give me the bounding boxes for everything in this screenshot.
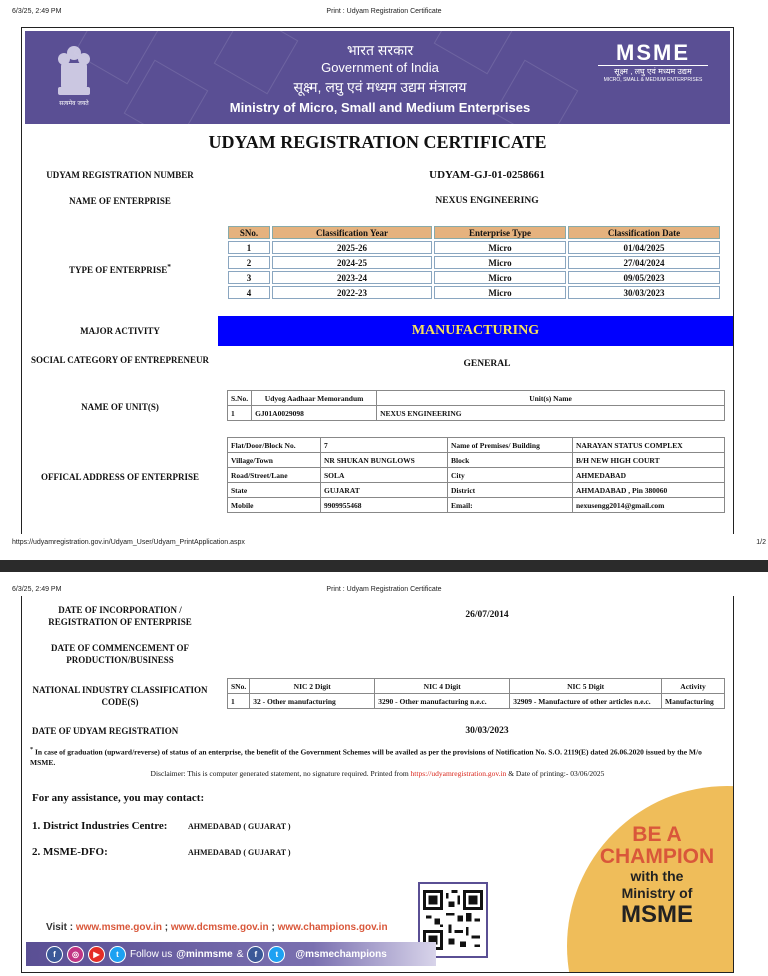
table-row: Road/Street/Lane SOLA City AHMEDABAD <box>228 468 725 483</box>
table-row: Village/Town NR SHUKAN BUNGLOWS Block B/H NEW HIGH COURT <box>228 453 725 468</box>
udyam-link[interactable]: https://udyamregistration.gov.in <box>410 769 507 778</box>
page-separator <box>0 560 768 572</box>
udyam-date-label: DATE OF UDYAM REGISTRATION <box>32 726 179 736</box>
reg-number-value: UDYAM-GJ-01-0258661 <box>429 169 545 181</box>
government-title: Government of India <box>321 60 439 75</box>
incorporation-date: 26/07/2014 <box>465 610 509 620</box>
follow-bar: f ◎ ▶ t Follow us @minmsme & f t @msmechampions <box>26 942 436 966</box>
address-label: OFFICAL ADDRESS OF ENTERPRISE <box>41 472 199 482</box>
asterisk: * <box>167 262 171 271</box>
major-activity-label: MAJOR ACTIVITY <box>80 326 160 336</box>
print-page-number: 1/2 <box>756 539 766 546</box>
dic-value: AHMEDABAD ( GUJARAT ) <box>188 822 291 831</box>
dfo-label: 2. MSME-DFO: <box>32 846 108 858</box>
incorporation-label: DATE OF INCORPORATION / REGISTRATION OF ENTERPRISE <box>48 605 192 627</box>
graduation-note: * In case of graduation (upward/reverse) of status of an enterprise, the benefit of the Government Schemes will be availed as per the provisions of Notification No. S.O. 2119(E) dated 26.06.2020 issued by the M/o MSME. <box>30 746 702 767</box>
youtube-icon[interactable]: ▶ <box>88 946 105 963</box>
hindi-government-title: भारत सरकार <box>346 42 414 58</box>
certificate-title: UDYAM REGISTRATION CERTIFICATE <box>208 132 547 152</box>
table-row: Flat/Door/Block No. 7 Name of Premises/ Building NARAYAN STATUS COMPLEX <box>228 438 725 453</box>
msmechampions-handle: @msmechampions <box>295 948 387 960</box>
twitter-icon[interactable]: t <box>268 946 285 963</box>
twitter-icon[interactable]: t <box>109 946 126 963</box>
champions-promo <box>22 786 733 972</box>
certificate-frame <box>21 27 734 534</box>
champions-link[interactable]: www.champions.gov.in <box>277 922 388 933</box>
print-title: Print : Udyam Registration Certificate <box>326 8 442 15</box>
enterprise-name-label: NAME OF ENTERPRISE <box>69 196 171 206</box>
table-row: 4 2022-23 Micro 30/03/2023 <box>228 286 720 299</box>
msme-link[interactable]: www.msme.gov.in <box>75 922 162 933</box>
be-a-champion-text: BE A CHAMPION with the Ministry of MSME <box>599 823 715 928</box>
nic-label: NATIONAL INDUSTRY CLASSIFICATION CODE(S) <box>32 685 208 707</box>
table-row: 1 GJ01A0029098 NEXUS ENGINEERING <box>228 406 725 421</box>
table-row: 3 2023-24 Micro 09/05/2023 <box>228 271 720 284</box>
ministry-title: Ministry of Micro, Small and Medium Enterprises <box>229 100 531 115</box>
units-table: S.No. Udyog Aadhaar Memorandum Unit(s) Name 1 GJ01A0029098 NEXUS ENGINEERING <box>227 390 725 421</box>
svg-text:सत्यमेव जयते: सत्यमेव जयते <box>59 100 89 107</box>
enterprise-name-value: NEXUS ENGINEERING <box>435 196 539 206</box>
social-category-label: SOCIAL CATEGORY OF ENTREPRENEUR <box>30 355 210 365</box>
table-row: State GUJARAT District AHMADABAD , Pin 380060 <box>228 483 725 498</box>
table-row: Mobile 9909955468 Email: nexusengg2014@gmail.com <box>228 498 725 513</box>
email-link[interactable]: nexusengg2014@gmail.com <box>573 498 725 513</box>
dfo-value: AHMEDABAD ( GUJARAT ) <box>188 848 291 857</box>
national-emblem-icon <box>51 41 97 111</box>
table-row: 2 2024-25 Micro 27/04/2024 <box>228 256 720 269</box>
facebook-icon[interactable]: f <box>247 946 264 963</box>
print-url: https://udyamregistration.gov.in/Udyam_User/Udyam_PrintApplication.aspx <box>12 539 245 546</box>
print-page-2 <box>0 572 768 976</box>
ministry-banner <box>25 31 730 124</box>
dcmsme-link[interactable]: www.dcmsme.gov.in <box>170 922 269 933</box>
table-row: 1 32 - Other manufacturing 3290 - Other manufacturing n.e.c. 32909 - Manufacture of other articles n.e.c. Manufacturing <box>228 694 725 709</box>
print-datetime: 6/3/25, 2:49 PM <box>12 8 62 15</box>
reg-number-label: UDYAM REGISTRATION NUMBER <box>46 170 194 180</box>
address-table <box>227 437 725 513</box>
hindi-ministry-title: सूक्ष्म, लघु एवं मध्यम उद्यम मंत्रालय <box>293 79 467 95</box>
certificate-frame <box>21 596 734 973</box>
print-datetime: 6/3/25, 2:49 PM <box>12 586 62 593</box>
facebook-icon[interactable]: f <box>46 946 63 963</box>
udyam-date: 30/03/2023 <box>465 726 509 736</box>
assist-heading: For any assistance, you may contact: <box>32 792 205 804</box>
visit-links: Visit : www.msme.gov.in ; www.dcmsme.gov.in ; www.champions.gov.in <box>46 922 388 933</box>
social-category-value: GENERAL <box>463 359 511 369</box>
nic-table: SNo. NIC 2 Digit NIC 4 Digit NIC 5 Digit Activity 1 32 - Other manufacturing 3290 - Other manufacturing n.e.c. 32909 - Manufacture of other articles n.e.c. Manufacturing <box>227 678 725 709</box>
msme-logo: MSME सूक्ष्म , लघु एवं मध्यम उद्यम MICRO, SMALL & MEDIUM ENTERPRISES <box>598 41 708 84</box>
enterprise-type-label: TYPE OF ENTERPRISE* <box>69 262 171 275</box>
disclaimer: Disclaimer: This is computer generated statement, no signature required. Printed from https://udyamregistration.gov.in & Date of printing:- 03/06/2025 <box>150 769 605 778</box>
banner-titles <box>175 41 585 119</box>
enterprise-type-table: SNo. Classification Year Enterprise Type Classification Date 1 2025-26 Micro 01/04/2025 2 2024-25 Micro 27/04/2024 3 2023-24 Micro 09/05/2023 4 2022-23 Micro 30/03/2023 <box>226 224 722 301</box>
print-title: Print : Udyam Registration Certificate <box>326 586 442 593</box>
instagram-icon[interactable]: ◎ <box>67 946 84 963</box>
dic-label: 1. District Industries Centre: <box>32 820 168 832</box>
units-label: NAME OF UNIT(S) <box>81 402 159 412</box>
major-activity-value: MANUFACTURING <box>218 316 733 346</box>
table-row: 1 2025-26 Micro 01/04/2025 <box>228 241 720 254</box>
minmsme-handle: @minmsme <box>176 948 233 960</box>
commencement-label: DATE OF COMMENCEMENT OF PRODUCTION/BUSINESS <box>50 643 190 665</box>
